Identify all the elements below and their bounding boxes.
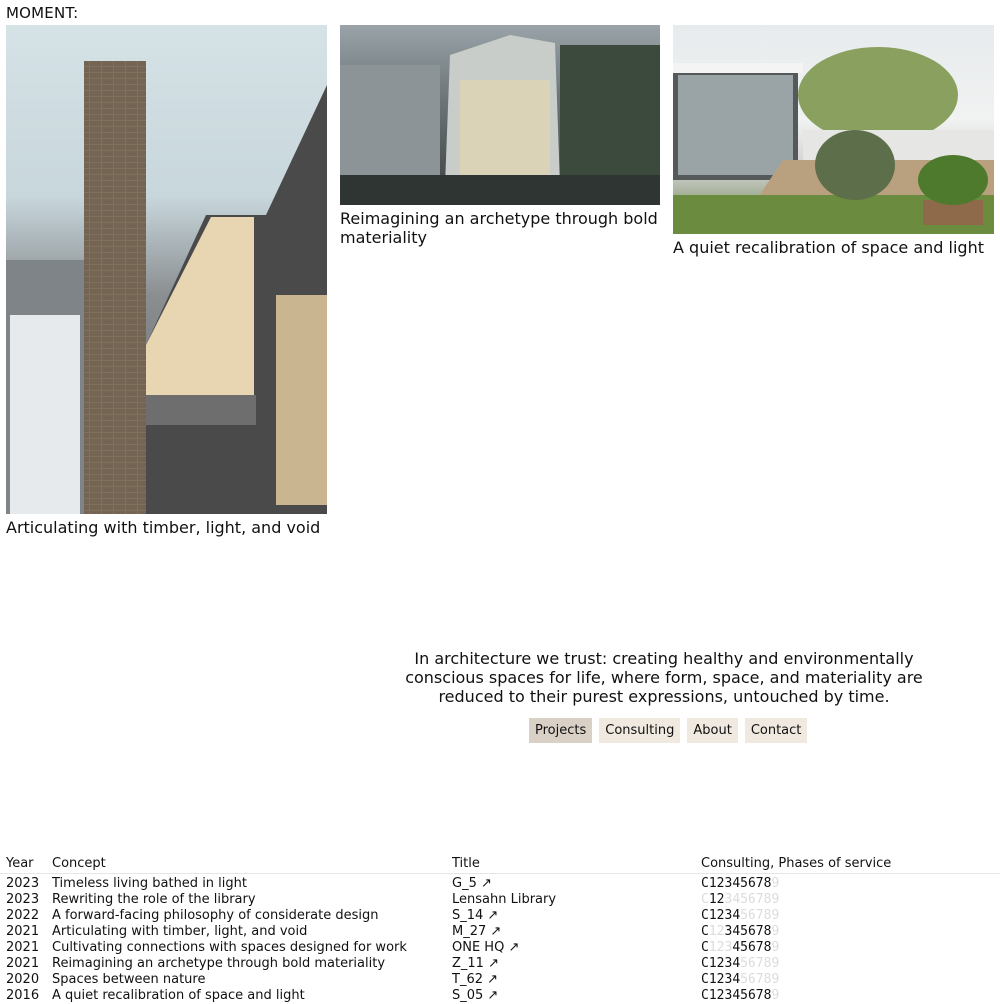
- project-caption[interactable]: A quiet recalibration of space and light: [673, 238, 984, 257]
- phase-marker: 7: [755, 972, 764, 987]
- row-title-link[interactable]: G_5 ↗: [452, 876, 492, 891]
- phase-marker: 1: [708, 892, 717, 907]
- phase-marker: 7: [755, 892, 764, 907]
- project-image[interactable]: [6, 25, 327, 514]
- row-concept: Reimagining an archetype through bold materiality: [52, 956, 386, 971]
- row-title-link[interactable]: M_27 ↗: [452, 924, 502, 939]
- phase-marker: 7: [755, 924, 764, 939]
- phase-marker: 6: [747, 876, 756, 891]
- phase-marker: 6: [747, 956, 756, 971]
- row-title-link[interactable]: S_14 ↗: [452, 908, 499, 923]
- phase-marker: 3: [724, 988, 733, 1003]
- phase-marker: C: [701, 940, 709, 955]
- nav-contact-button[interactable]: Contact: [745, 718, 808, 743]
- phase-marker: 2: [716, 988, 725, 1003]
- table-row[interactable]: [0, 892, 1000, 908]
- phase-marker: 1: [708, 988, 717, 1003]
- table-header: [0, 855, 1000, 874]
- table-row[interactable]: [0, 908, 1000, 924]
- phase-marker: 9: [771, 956, 780, 971]
- phase-marker: 2: [716, 924, 725, 939]
- project-caption[interactable]: Reimagining an archetype through bold materiality: [340, 209, 658, 247]
- phase-marker: 9: [771, 924, 780, 939]
- phase-marker: 6: [747, 972, 756, 987]
- row-phases: [701, 876, 779, 892]
- phase-marker: 9: [771, 892, 780, 907]
- phase-marker: 4: [732, 940, 741, 955]
- row-title-link[interactable]: Lensahn Library: [452, 892, 557, 907]
- project-card[interactable]: [340, 25, 660, 247]
- phase-marker: 5: [740, 892, 748, 907]
- row-concept: A quiet recalibration of space and light: [52, 988, 305, 1003]
- row-concept: Spaces between nature: [52, 972, 206, 987]
- phase-marker: 3: [724, 972, 733, 987]
- phase-marker: 2: [716, 876, 725, 891]
- project-caption[interactable]: Articulating with timber, light, and void: [6, 518, 321, 537]
- phase-marker: 8: [763, 956, 772, 971]
- phase-marker: 2: [716, 908, 725, 923]
- row-title-link[interactable]: S_05 ↗: [452, 988, 499, 1003]
- phase-marker: 6: [747, 908, 756, 923]
- phase-marker: 7: [755, 876, 764, 891]
- phase-marker: 8: [763, 972, 772, 987]
- phase-marker: 5: [740, 908, 748, 923]
- main-nav: [529, 718, 807, 743]
- phase-marker: C: [701, 908, 709, 923]
- row-year: 2021: [6, 924, 40, 939]
- phase-marker: 7: [755, 940, 764, 955]
- row-title-link[interactable]: ONE HQ ↗: [452, 940, 520, 955]
- table-row[interactable]: [0, 876, 1000, 892]
- phase-marker: C: [701, 988, 709, 1003]
- phase-marker: 7: [755, 956, 764, 971]
- row-year: 2020: [6, 972, 40, 987]
- phase-marker: 4: [732, 892, 741, 907]
- phase-marker: 5: [740, 956, 748, 971]
- phase-marker: 3: [724, 908, 733, 923]
- mission-statement: In architecture we trust: creating healthy and environmentally conscious spaces for life, where form, space, and materiality are reduced to their purest expressions, untouched by time.: [405, 649, 923, 706]
- project-card[interactable]: [673, 25, 994, 257]
- project-image[interactable]: [340, 25, 660, 205]
- phase-marker: 1: [708, 956, 717, 971]
- phase-marker: 1: [708, 940, 717, 955]
- row-concept: Articulating with timber, light, and void: [52, 924, 308, 939]
- row-year: 2021: [6, 940, 40, 955]
- phase-marker: 3: [724, 924, 733, 939]
- phase-marker: 2: [716, 940, 725, 955]
- project-card[interactable]: [6, 25, 327, 537]
- phase-marker: 4: [732, 972, 741, 987]
- row-year: 2023: [6, 892, 40, 907]
- phase-marker: 5: [740, 972, 748, 987]
- phase-marker: 2: [716, 956, 725, 971]
- row-year: 2022: [6, 908, 40, 923]
- phase-marker: 9: [771, 876, 780, 891]
- header-phases[interactable]: Consulting, Phases of service: [701, 856, 892, 871]
- phase-marker: 3: [724, 956, 733, 971]
- row-phases: [701, 908, 779, 924]
- row-concept: Timeless living bathed in light: [52, 876, 247, 891]
- phase-marker: 8: [763, 940, 772, 955]
- phase-marker: C: [701, 876, 709, 891]
- phase-marker: 7: [755, 988, 764, 1003]
- nav-projects-button[interactable]: Projects: [529, 718, 592, 743]
- row-concept: Cultivating connections with spaces designed for work: [52, 940, 407, 955]
- phase-marker: 2: [716, 972, 725, 987]
- row-phases: [701, 940, 779, 956]
- phase-marker: 8: [763, 924, 772, 939]
- phase-marker: C: [701, 892, 709, 907]
- phase-marker: C: [701, 972, 709, 987]
- header-concept[interactable]: Concept: [52, 856, 106, 871]
- table-row[interactable]: [0, 940, 1000, 956]
- phase-marker: 3: [724, 940, 733, 955]
- phase-marker: 8: [763, 892, 772, 907]
- row-phases: [701, 972, 779, 988]
- projects-table: [0, 855, 1000, 1004]
- project-image[interactable]: [673, 25, 994, 234]
- phase-marker: 4: [732, 988, 741, 1003]
- table-row[interactable]: [0, 956, 1000, 972]
- nav-about-button[interactable]: About: [687, 718, 737, 743]
- row-year: 2016: [6, 988, 40, 1003]
- phase-marker: 5: [740, 924, 748, 939]
- brand-logo[interactable]: MOMENT:: [6, 4, 79, 22]
- phase-marker: 8: [763, 988, 772, 1003]
- phase-marker: 1: [708, 876, 717, 891]
- table-row[interactable]: [0, 988, 1000, 1004]
- phase-marker: 9: [771, 972, 780, 987]
- phase-marker: 6: [747, 924, 756, 939]
- phase-marker: 3: [724, 876, 733, 891]
- phase-marker: 6: [747, 940, 756, 955]
- table-row[interactable]: [0, 972, 1000, 988]
- phase-marker: 9: [771, 940, 780, 955]
- phase-marker: 8: [763, 908, 772, 923]
- header-title[interactable]: Title: [452, 856, 480, 871]
- phase-marker: 5: [740, 940, 748, 955]
- phase-marker: 7: [755, 908, 764, 923]
- row-phases: [701, 988, 779, 1004]
- row-title-link[interactable]: T_62 ↗: [452, 972, 499, 987]
- table-row[interactable]: [0, 924, 1000, 940]
- phase-marker: 9: [771, 988, 780, 1003]
- phase-marker: 4: [732, 908, 741, 923]
- row-phases: [701, 924, 779, 940]
- phase-marker: 1: [708, 908, 717, 923]
- phase-marker: 9: [771, 908, 780, 923]
- phase-marker: C: [701, 956, 709, 971]
- nav-consulting-button[interactable]: Consulting: [599, 718, 680, 743]
- phase-marker: 8: [763, 876, 772, 891]
- header-year[interactable]: Year: [6, 856, 34, 871]
- row-phases: [701, 956, 779, 972]
- phase-marker: 2: [716, 892, 725, 907]
- phase-marker: 6: [747, 892, 756, 907]
- phase-marker: 4: [732, 956, 741, 971]
- row-concept: Rewriting the role of the library: [52, 892, 256, 907]
- row-concept: A forward-facing philosophy of considerate design: [52, 908, 379, 923]
- phase-marker: 5: [740, 988, 748, 1003]
- phase-marker: 6: [747, 988, 756, 1003]
- phase-marker: 3: [724, 892, 733, 907]
- row-phases: [701, 892, 779, 908]
- row-year: 2023: [6, 876, 40, 891]
- phase-marker: 4: [732, 924, 741, 939]
- row-year: 2021: [6, 956, 40, 971]
- phase-marker: 1: [708, 924, 717, 939]
- row-title-link[interactable]: Z_11 ↗: [452, 956, 499, 971]
- table-body: [0, 876, 1000, 1004]
- phase-marker: 1: [708, 972, 717, 987]
- phase-marker: 5: [740, 876, 748, 891]
- phase-marker: 4: [732, 876, 741, 891]
- phase-marker: C: [701, 924, 709, 939]
